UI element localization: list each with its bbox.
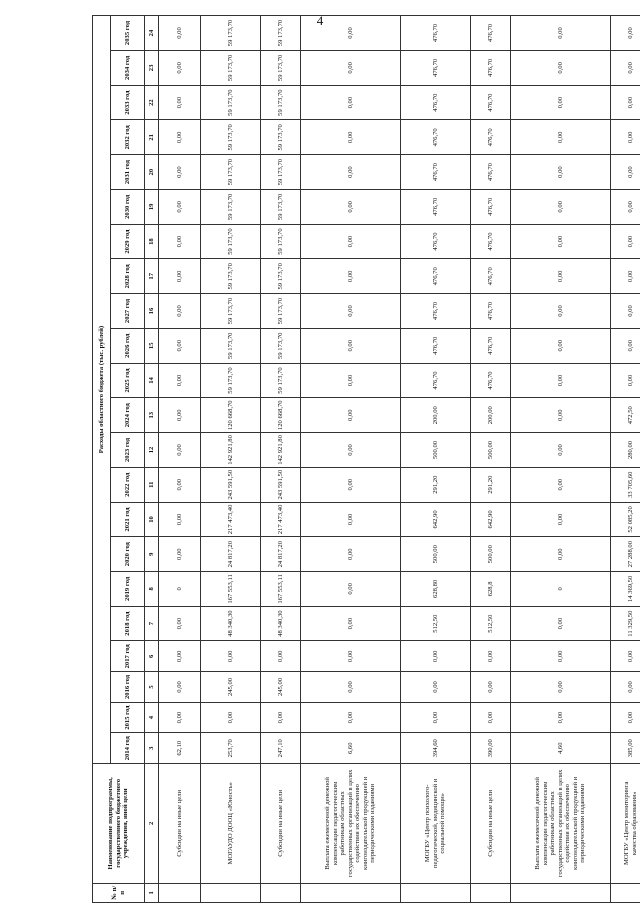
year-header: 2035 год bbox=[111, 16, 145, 51]
value-cell: 0,00 bbox=[301, 85, 401, 120]
value-cell: 472,50 bbox=[611, 398, 640, 433]
value-cell: 0,00 bbox=[511, 502, 611, 537]
value-cell: 247,10 bbox=[261, 733, 301, 764]
value-cell: 642,90 bbox=[471, 502, 511, 537]
value-cell: 167 553,11 bbox=[201, 572, 261, 607]
column-number: 1 bbox=[145, 883, 159, 902]
row-number bbox=[261, 883, 301, 902]
row-name: Выплата ежемесячной денежной компенсации педагогическим работникам областных государственных организаций в целях содействия их обеспечению книгоиздательской продукцией и периодическими изданиями bbox=[301, 764, 401, 884]
value-cell: 628,8 bbox=[471, 572, 511, 607]
value-cell: 0,00 bbox=[511, 189, 611, 224]
value-cell: 0,00 bbox=[401, 702, 471, 733]
value-cell: 0,00 bbox=[159, 363, 201, 398]
value-cell: 0,00 bbox=[511, 328, 611, 363]
value-cell: 0,00 bbox=[611, 328, 640, 363]
value-cell: 476,70 bbox=[471, 363, 511, 398]
column-number: 20 bbox=[145, 155, 159, 190]
value-cell: 476,70 bbox=[471, 328, 511, 363]
value-cell: 59 173,70 bbox=[201, 328, 261, 363]
value-cell: 59 173,70 bbox=[201, 259, 261, 294]
value-cell: 0,00 bbox=[511, 702, 611, 733]
value-cell: 0,00 bbox=[301, 16, 401, 51]
value-cell: 0,00 bbox=[301, 259, 401, 294]
row-name: МОГБУ «Центр психолого-педагогической, медицинской и социальной помощи» bbox=[401, 764, 471, 884]
table-row bbox=[159, 16, 201, 903]
value-cell: 0,00 bbox=[159, 606, 201, 641]
value-cell: 0,00 bbox=[159, 120, 201, 155]
value-cell: 512,50 bbox=[471, 606, 511, 641]
value-cell: 0,00 bbox=[511, 606, 611, 641]
value-cell: 476,70 bbox=[401, 85, 471, 120]
value-cell: 0,00 bbox=[611, 259, 640, 294]
value-cell: 476,70 bbox=[471, 85, 511, 120]
value-cell: 0,00 bbox=[301, 120, 401, 155]
value-cell: 390,00 bbox=[471, 733, 511, 764]
year-header: 2019 год bbox=[111, 572, 145, 607]
table-row bbox=[611, 16, 640, 903]
value-cell: 0,00 bbox=[301, 606, 401, 641]
value-cell: 142 921,80 bbox=[261, 433, 301, 468]
value-cell: 476,70 bbox=[401, 294, 471, 329]
value-cell: 476,70 bbox=[401, 51, 471, 86]
value-cell: 59 173,70 bbox=[201, 120, 261, 155]
value-cell: 59 173,70 bbox=[201, 155, 261, 190]
value-cell: 0,00 bbox=[301, 572, 401, 607]
value-cell: 59 173,70 bbox=[261, 328, 301, 363]
year-header: 2014 год bbox=[111, 733, 145, 764]
value-cell: 27 288,00 bbox=[611, 537, 640, 572]
value-cell: 59 173,70 bbox=[261, 51, 301, 86]
value-cell: 0,00 bbox=[301, 537, 401, 572]
value-cell: 0,00 bbox=[611, 189, 640, 224]
value-cell: 59 173,70 bbox=[201, 85, 261, 120]
value-cell: 0,00 bbox=[511, 259, 611, 294]
value-cell: 500,00 bbox=[401, 537, 471, 572]
row-name: Субсидии на иные цели bbox=[159, 764, 201, 884]
value-cell: 0,00 bbox=[301, 294, 401, 329]
value-cell: 0,00 bbox=[159, 259, 201, 294]
value-cell: 11 329,50 bbox=[611, 606, 640, 641]
value-cell: 0 bbox=[511, 572, 611, 607]
budget-table bbox=[92, 15, 640, 903]
value-cell: 0,00 bbox=[159, 702, 201, 733]
value-cell: 0,00 bbox=[159, 537, 201, 572]
value-cell: 217 473,40 bbox=[201, 502, 261, 537]
value-cell: 48 340,30 bbox=[261, 606, 301, 641]
value-cell: 0,00 bbox=[159, 398, 201, 433]
year-header: 2034 год bbox=[111, 51, 145, 86]
value-cell: 59 173,70 bbox=[201, 16, 261, 51]
column-number: 19 bbox=[145, 189, 159, 224]
value-cell: 24 817,20 bbox=[201, 537, 261, 572]
column-number: 5 bbox=[145, 672, 159, 703]
table-row bbox=[201, 16, 261, 903]
table-row bbox=[261, 16, 301, 903]
value-cell: 476,70 bbox=[401, 16, 471, 51]
value-cell: 24 817,20 bbox=[261, 537, 301, 572]
value-cell: 0,00 bbox=[301, 328, 401, 363]
row-number bbox=[471, 883, 511, 902]
table-row bbox=[301, 16, 401, 903]
value-cell: 0,00 bbox=[159, 85, 201, 120]
value-cell: 500,00 bbox=[471, 433, 511, 468]
year-header: 2023 год bbox=[111, 433, 145, 468]
row-number bbox=[159, 883, 201, 902]
column-number: 17 bbox=[145, 259, 159, 294]
column-number: 13 bbox=[145, 398, 159, 433]
value-cell: 0,00 bbox=[611, 294, 640, 329]
column-number: 4 bbox=[145, 702, 159, 733]
value-cell: 0,00 bbox=[511, 16, 611, 51]
value-cell: 59 173,70 bbox=[261, 120, 301, 155]
value-cell: 0,00 bbox=[611, 120, 640, 155]
year-header: 2030 год bbox=[111, 189, 145, 224]
table-row bbox=[401, 16, 471, 903]
value-cell: 0,00 bbox=[511, 433, 611, 468]
value-cell: 476,70 bbox=[401, 259, 471, 294]
value-cell: 14 369,50 bbox=[611, 572, 640, 607]
value-cell: 52 085,20 bbox=[611, 502, 640, 537]
column-number: 9 bbox=[145, 537, 159, 572]
value-cell: 0,00 bbox=[611, 672, 640, 703]
column-numbers-row bbox=[145, 16, 159, 903]
column-number: 22 bbox=[145, 85, 159, 120]
value-cell: 33 705,60 bbox=[611, 467, 640, 502]
value-cell: 0,00 bbox=[401, 672, 471, 703]
value-cell: 0,00 bbox=[511, 398, 611, 433]
year-header: 2017 год bbox=[111, 641, 145, 672]
value-cell: 0,00 bbox=[301, 363, 401, 398]
value-cell: 0,00 bbox=[471, 641, 511, 672]
value-cell: 0,00 bbox=[511, 224, 611, 259]
value-cell: 0,00 bbox=[261, 702, 301, 733]
value-cell: 476,70 bbox=[471, 189, 511, 224]
value-cell: 476,70 bbox=[401, 155, 471, 190]
value-cell: 476,70 bbox=[471, 16, 511, 51]
value-cell: 0,00 bbox=[511, 537, 611, 572]
value-cell: 0,00 bbox=[301, 702, 401, 733]
value-cell: 0,00 bbox=[159, 641, 201, 672]
column-number: 3 bbox=[145, 733, 159, 764]
row-number bbox=[511, 883, 611, 902]
column-number: 15 bbox=[145, 328, 159, 363]
value-cell: 217 473,40 bbox=[261, 502, 301, 537]
value-cell: 0,00 bbox=[511, 155, 611, 190]
value-cell: 0,00 bbox=[159, 189, 201, 224]
rotated-table-container bbox=[92, 15, 638, 903]
column-number: 12 bbox=[145, 433, 159, 468]
column-number: 6 bbox=[145, 641, 159, 672]
value-cell: 0,00 bbox=[611, 702, 640, 733]
value-cell: 0,00 bbox=[611, 16, 640, 51]
value-cell: 243 591,50 bbox=[261, 467, 301, 502]
value-cell: 476,70 bbox=[401, 189, 471, 224]
value-cell: 0,00 bbox=[511, 51, 611, 86]
value-cell: 0,00 bbox=[159, 16, 201, 51]
year-header: 2016 год bbox=[111, 672, 145, 703]
value-cell: 476,70 bbox=[471, 120, 511, 155]
value-cell: 0,00 bbox=[611, 85, 640, 120]
column-number: 14 bbox=[145, 363, 159, 398]
value-cell: 59 173,70 bbox=[261, 189, 301, 224]
value-cell: 0,00 bbox=[301, 189, 401, 224]
table-body bbox=[159, 13, 640, 903]
row-number bbox=[611, 883, 640, 902]
value-cell: 0,00 bbox=[511, 467, 611, 502]
value-cell: 0,00 bbox=[159, 155, 201, 190]
year-header: 2032 год bbox=[111, 120, 145, 155]
value-cell: 200,00 bbox=[471, 398, 511, 433]
value-cell: 476,70 bbox=[471, 155, 511, 190]
value-cell: 59 173,70 bbox=[261, 259, 301, 294]
year-header: 2021 год bbox=[111, 502, 145, 537]
value-cell: 476,70 bbox=[471, 259, 511, 294]
value-cell: 0,00 bbox=[471, 672, 511, 703]
value-cell: 0,00 bbox=[261, 641, 301, 672]
value-cell: 59 173,70 bbox=[201, 294, 261, 329]
value-cell: 243 591,50 bbox=[201, 467, 261, 502]
value-cell: 280,00 bbox=[611, 433, 640, 468]
value-cell: 476,70 bbox=[471, 51, 511, 86]
value-cell: 0,00 bbox=[301, 672, 401, 703]
value-cell: 0,00 bbox=[611, 363, 640, 398]
value-cell: 0,00 bbox=[511, 363, 611, 398]
value-cell: 394,60 bbox=[401, 733, 471, 764]
value-cell: 0,00 bbox=[511, 641, 611, 672]
page-number: 4 bbox=[316, 13, 324, 28]
value-cell: 59 173,70 bbox=[201, 51, 261, 86]
value-cell: 4,60 bbox=[511, 733, 611, 764]
year-header: 2033 год bbox=[111, 85, 145, 120]
year-header: 2028 год bbox=[111, 259, 145, 294]
value-cell: 62,10 bbox=[159, 733, 201, 764]
value-cell: 0,00 bbox=[159, 672, 201, 703]
value-cell: 0,00 bbox=[201, 641, 261, 672]
value-cell: 0,00 bbox=[511, 294, 611, 329]
year-header: 2015 год bbox=[111, 702, 145, 733]
value-cell: 0,00 bbox=[301, 467, 401, 502]
row-name: Субсидии на иные цели bbox=[261, 764, 301, 884]
column-number: 24 bbox=[145, 16, 159, 51]
row-number bbox=[301, 883, 401, 902]
value-cell: 59 173,70 bbox=[261, 294, 301, 329]
value-cell: 291,20 bbox=[471, 467, 511, 502]
value-cell: 0,00 bbox=[159, 433, 201, 468]
value-cell: 0,00 bbox=[301, 641, 401, 672]
value-cell: 0,00 bbox=[301, 398, 401, 433]
value-cell: 6,60 bbox=[301, 733, 401, 764]
column-header-name: Наименование подпрограммы, государственного бюджетного учреждения, иной цели bbox=[93, 764, 145, 884]
column-number: 18 bbox=[145, 224, 159, 259]
header-caption-row bbox=[93, 16, 111, 903]
value-cell: 0,00 bbox=[301, 51, 401, 86]
expenses-caption: Расходы областного бюджета (тыс. рублей) bbox=[93, 16, 111, 764]
value-cell: 628,80 bbox=[401, 572, 471, 607]
value-cell: 48 340,30 bbox=[201, 606, 261, 641]
year-header: 2027 год bbox=[111, 294, 145, 329]
year-header: 2024 год bbox=[111, 398, 145, 433]
value-cell: 0,00 bbox=[511, 672, 611, 703]
value-cell: 476,70 bbox=[401, 224, 471, 259]
value-cell: 0,00 bbox=[301, 155, 401, 190]
column-number: 23 bbox=[145, 51, 159, 86]
value-cell: 245,00 bbox=[261, 672, 301, 703]
year-header: 2022 год bbox=[111, 467, 145, 502]
value-cell: 0,00 bbox=[159, 467, 201, 502]
year-header: 2029 год bbox=[111, 224, 145, 259]
value-cell: 0,00 bbox=[301, 433, 401, 468]
value-cell: 59 173,70 bbox=[201, 363, 261, 398]
value-cell: 291,20 bbox=[401, 467, 471, 502]
value-cell: 59 173,70 bbox=[261, 85, 301, 120]
value-cell: 0,00 bbox=[401, 641, 471, 672]
value-cell: 500,00 bbox=[471, 537, 511, 572]
value-cell: 385,00 bbox=[611, 733, 640, 764]
column-number: 16 bbox=[145, 294, 159, 329]
value-cell: 0,00 bbox=[301, 502, 401, 537]
value-cell: 0,00 bbox=[511, 120, 611, 155]
row-name: Выплата ежемесячной денежной компенсации педагогическим работникам областных государственных организаций в целях содействия их обеспечению книгоиздательской продукцией и периодическими изданиями bbox=[511, 764, 611, 884]
column-number: 7 bbox=[145, 606, 159, 641]
row-number bbox=[401, 883, 471, 902]
value-cell: 0,00 bbox=[159, 294, 201, 329]
row-name: МОГАУДО ДООЦ «Юность» bbox=[201, 764, 261, 884]
value-cell: 59 173,70 bbox=[201, 224, 261, 259]
value-cell: 59 173,70 bbox=[261, 155, 301, 190]
value-cell: 0,00 bbox=[159, 328, 201, 363]
table-row bbox=[471, 16, 511, 903]
value-cell: 200,00 bbox=[401, 398, 471, 433]
value-cell: 476,70 bbox=[401, 328, 471, 363]
value-cell: 253,70 bbox=[201, 733, 261, 764]
year-header: 2026 год bbox=[111, 328, 145, 363]
value-cell: 0 bbox=[159, 572, 201, 607]
value-cell: 476,70 bbox=[401, 363, 471, 398]
value-cell: 476,70 bbox=[401, 120, 471, 155]
value-cell: 0,00 bbox=[301, 224, 401, 259]
value-cell: 0,00 bbox=[201, 702, 261, 733]
value-cell: 512,50 bbox=[401, 606, 471, 641]
row-number bbox=[201, 883, 261, 902]
value-cell: 0,00 bbox=[611, 155, 640, 190]
value-cell: 142 921,80 bbox=[201, 433, 261, 468]
value-cell: 59 173,70 bbox=[261, 16, 301, 51]
value-cell: 642,90 bbox=[401, 502, 471, 537]
value-cell: 120 668,70 bbox=[201, 398, 261, 433]
table-row bbox=[511, 16, 611, 903]
value-cell: 476,70 bbox=[471, 224, 511, 259]
value-cell: 120 668,70 bbox=[261, 398, 301, 433]
value-cell: 59 173,70 bbox=[201, 189, 261, 224]
value-cell: 0,00 bbox=[159, 502, 201, 537]
value-cell: 0,00 bbox=[511, 85, 611, 120]
value-cell: 0,00 bbox=[611, 51, 640, 86]
column-number: 2 bbox=[145, 764, 159, 884]
value-cell: 0,00 bbox=[611, 641, 640, 672]
value-cell: 245,00 bbox=[201, 672, 261, 703]
column-header-number: № п/п bbox=[93, 883, 145, 902]
column-number: 21 bbox=[145, 120, 159, 155]
year-header: 2018 год bbox=[111, 606, 145, 641]
value-cell: 167 553,11 bbox=[261, 572, 301, 607]
row-name: МОГБУ «Центр мониторинга качества образования» bbox=[611, 764, 640, 884]
value-cell: 0,00 bbox=[611, 224, 640, 259]
column-number: 11 bbox=[145, 467, 159, 502]
value-cell: 0,00 bbox=[159, 224, 201, 259]
year-header: 2031 год bbox=[111, 155, 145, 190]
year-header: 2020 год bbox=[111, 537, 145, 572]
value-cell: 0,00 bbox=[471, 702, 511, 733]
row-name: Субсидии на иные цели bbox=[471, 764, 511, 884]
year-header: 2025 год bbox=[111, 363, 145, 398]
value-cell: 59 173,70 bbox=[261, 224, 301, 259]
column-number: 10 bbox=[145, 502, 159, 537]
value-cell: 0,00 bbox=[159, 51, 201, 86]
column-number: 8 bbox=[145, 572, 159, 607]
value-cell: 476,70 bbox=[471, 294, 511, 329]
value-cell: 59 173,70 bbox=[261, 363, 301, 398]
value-cell: 500,00 bbox=[401, 433, 471, 468]
